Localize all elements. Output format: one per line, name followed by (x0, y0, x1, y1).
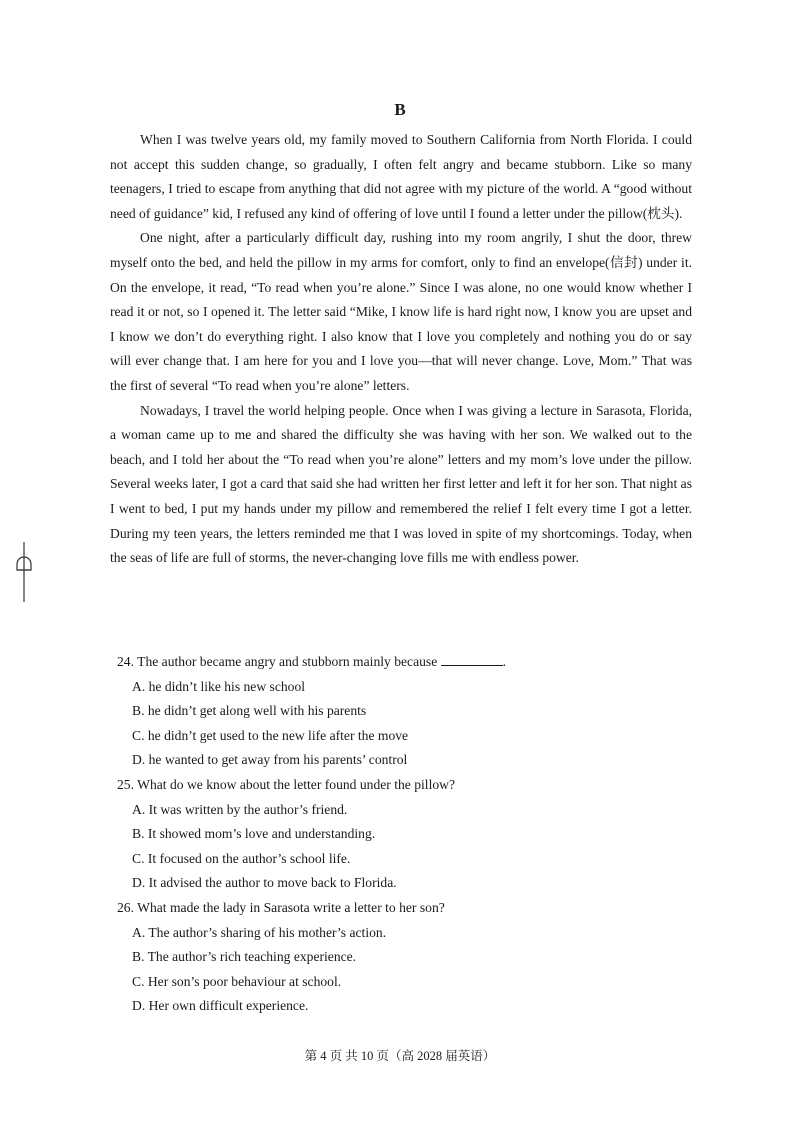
option-a: A. The author’s sharing of his mother’s action. (132, 924, 387, 940)
passage-paragraph: When I was twelve years old, my family moved to Southern California from North Florida. I could not accept this sudden change, so gradually, I often felt angry and became stubborn. Like so many teenagers, I tried to escape from anything that did not agree with my picture of the world. A “good without need of guidance” kid, I refused any kind of offering of love until I found a letter under the pillow(枕头). (110, 132, 692, 221)
question-stem-suffix: . (502, 654, 507, 669)
option-list (117, 921, 692, 1019)
passage-paragraph: One night, after a particularly difficult day, rushing into my room angrily, I shut the door, threw myself onto the bed, and held the pillow in my arms for comfort, only to find an envelope(信封) under it. On the envelope, it read, “To read when you’re alone.” Since I was alone, no one would know whether I read it or not, so I opened it. The letter said “Mike, I know life is hard right now, I know you are upset and I know we don’t do everything right. I also know that I love you completely and nothing you do or say will ever change that. I am here for you and I love you—that will never change. Love, Mom.” That was the first of several “To read when you’re alone” letters. (110, 230, 692, 393)
option-d: D. Her own difficult experience. (132, 998, 309, 1014)
question-stem: 25. What do we know about the letter found under the pillow? (117, 776, 455, 792)
option-c: C. Her son’s poor behaviour at school. (132, 973, 342, 989)
reading-passage (110, 128, 692, 571)
answer-blank (441, 653, 503, 666)
binding-mark-icon (14, 542, 34, 602)
question-26 (117, 896, 692, 1019)
option-d: D. It advised the author to move back to Florida. (132, 875, 397, 891)
option-a: A. It was written by the author’s friend. (132, 801, 348, 817)
question-24 (117, 650, 692, 773)
question-stem (117, 650, 692, 675)
question-stem-text: 24. The author became angry and stubborn mainly because (117, 654, 438, 669)
option-c: C. he didn’t get used to the new life after the move (132, 727, 409, 743)
option-b: B. he didn’t get along well with his parents (132, 703, 367, 719)
option-b: B. It showed mom’s love and understanding. (132, 826, 376, 842)
option-d: D. he wanted to get away from his parents’ control (132, 752, 408, 768)
question-list (117, 650, 692, 1019)
option-c: C. It focused on the author’s school life. (132, 850, 351, 866)
passage-paragraph: Nowadays, I travel the world helping people. Once when I was giving a lecture in Sarasota, Florida, a woman came up to me and shared the difficulty she was having with her son. We walked out to the beach, and I told her about the “To read when you’re alone” letters and my mom’s love under the pillow. Several weeks later, I got a card that said she had written her first letter and left it for her son. That night as I went to bed, I put my hands under my pillow and remembered the relief I felt every time I got a letter. During my teen years, the letters reminded me that I was loved in spite of my shortcomings. Today, when the seas of life are full of storms, the never-changing love fills me with endless power. (110, 402, 692, 566)
question-25 (117, 773, 692, 896)
option-list (117, 675, 692, 773)
option-a: A. he didn’t like his new school (132, 678, 306, 694)
option-b: B. The author’s rich teaching experience. (132, 949, 357, 965)
section-title: B (394, 100, 406, 119)
question-stem: 26. What made the lady in Sarasota write a letter to her son? (117, 899, 445, 915)
page-footer: 第 4 页 共 10 页（高 2028 届英语） (304, 1049, 496, 1063)
option-list (117, 798, 692, 896)
